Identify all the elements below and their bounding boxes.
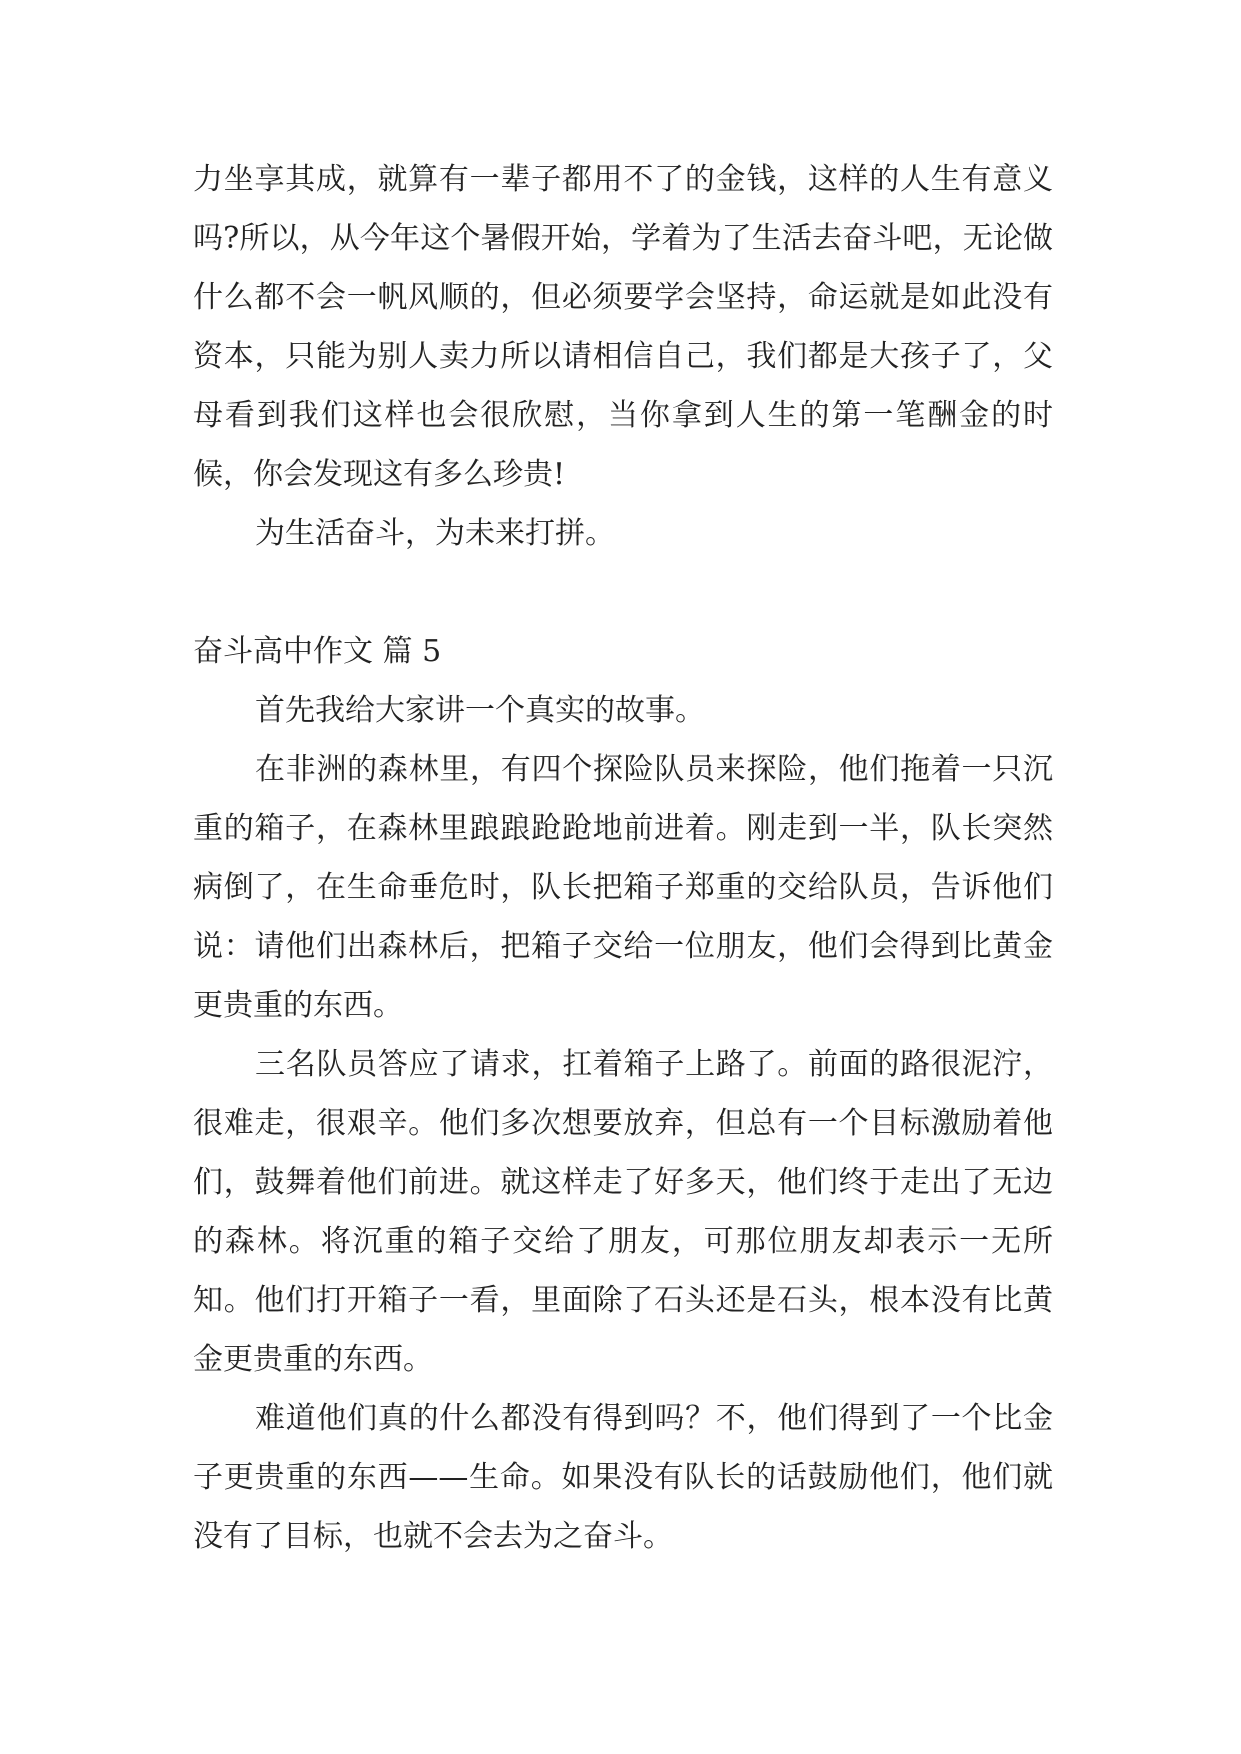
paragraph-2: 在非洲的森林里，有四个探险队员来探险，他们拖着一只沉重的箱子，在森林里踉踉跄跄地前进着。刚走到一半，队长突然病倒了，在生命垂危时，队长把箱子郑重的交给队员，告诉他们说：请他们出森林后，把箱子交给一位朋友，他们会得到比黄金更贵重的东西。 bbox=[193, 752, 1053, 1023]
continued-paragraph: 力坐享其成，就算有一辈子都用不了的金钱，这样的人生有意义吗?所以，从今年这个暑假开始，学着为了生活去奋斗吧，无论做什么都不会一帆风顺的，但必须要学会坚持，命运就是如此没有资本，只能为别人卖力所以请相信自己，我们都是大孩子了，父母看到我们这样也会很欣慰，当你拿到人生的第一笔酬金的时候，你会发现这有多么珍贵! bbox=[193, 162, 1053, 492]
paragraph-3: 三名队员答应了请求，扛着箱子上路了。前面的路很泥泞，很难走，很艰辛。他们多次想要放弃，但总有一个目标激励着他们，鼓舞着他们前进。就这样走了好多天，他们终于走出了无边的森林。将沉重的箱子交给了朋友，可那位朋友却表示一无所知。他们打开箱子一看，里面除了石头还是石头，根本没有比黄金更贵重的东西。 bbox=[193, 1047, 1053, 1377]
section-title: 奋斗高中作文 篇 5 bbox=[193, 634, 442, 669]
paragraph-4: 难道他们真的什么都没有得到吗？不，他们得到了一个比金子更贵重的东西——生命。如果没有队长的话鼓励他们，他们就没有了目标，也就不会去为之奋斗。 bbox=[193, 1401, 1053, 1554]
closing-line: 为生活奋斗，为未来打拼。 bbox=[255, 516, 615, 551]
document-page bbox=[193, 150, 1053, 1566]
section-spacer bbox=[193, 563, 1053, 622]
paragraph-1: 首先我给大家讲一个真实的故事。 bbox=[255, 693, 705, 728]
